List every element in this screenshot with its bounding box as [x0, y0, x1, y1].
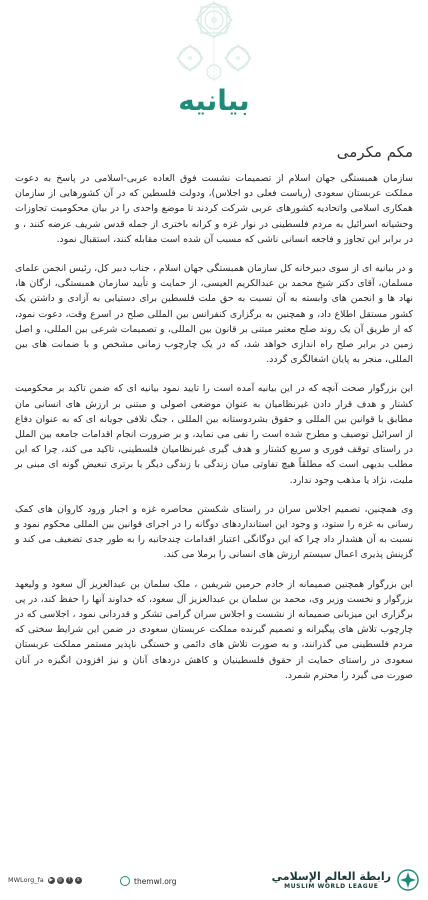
facebook-icon[interactable]: f [66, 877, 73, 884]
x-icon[interactable]: x [75, 877, 82, 884]
org-name-arabic: رابطة العالم الإسلامي [271, 870, 391, 883]
instagram-icon[interactable]: ◎ [58, 876, 63, 883]
letter-body [15, 143, 413, 697]
paragraph-2: و در بیانیه ای از سوی دبیرخانه کل سازمان همبستگی جهان اسلام ، جناب دبیر کل، رئیس انجمن علمای مسلمان، آقای دکتر شیخ محمد بن عبدالکریم العیسی، از حمایت و تأیید سازمان همبستگی، ارگان ها، نهاد ها و انجمن های وابسته به آن نسبت به حق ملت فلسطین برای دستیابی به آزادی و داشتن یک کشور مستقل اطلاع داد، و همچنین به برگزاری کنفرانس بین المللی صلح در اسرع وقت، دعوت نمود، که از طریق آن یک روند صلح معتبر مبتنی بر قانون بین المللی، و تصمیمات شرعی بین المللی، و اصل زمین در برابر صلح راه اندازی خواهد شد، که در یک چارچوب زمانی مشخص و با ضمانت های بین المللی، منجر به پایان اشغالگری گردد. [15, 263, 413, 366]
salutation: مكم مكرمی [336, 143, 413, 161]
decorative-pattern [0, 0, 428, 82]
social-handle[interactable]: MWLorg_fa [8, 876, 44, 884]
globe-icon [120, 876, 130, 886]
page-title: بيانيه [178, 84, 250, 117]
paragraph-5: این بزرگوار همچنین صمیمانه از خادم حرمین شریفین ، ملک سلمان بن عبدالعزیز آل سعود و ولیعهد بزرگوار و نخست وزیر وی، محمد بن سلمان بن عبدالعزیز آل سعود، که خداوند آنها را حفظ کند، در پی برگزاری این میزبانی صمیمانه از نشست و اجلاس سران گرامی تشکر و قدردانی نمود ، اجلاسی که در چارچوب تلاش های پیگیرانه و تصمیم گیرنده مملکت عربستان سعودی در ضمن این شرایط سختی که مردم فلسطینی می گذرانند، و به صورت تلاش های دائمی و خستگی ناپذیر مستمر مملکت عربستان سعودی در راستای حمایت از حقوق فلسطینیان و کاهش دردهای آنان و نیز افزودن انگیزه در آنان صورت می گیرد را محترم شمرد. [15, 578, 413, 681]
website-link[interactable] [120, 876, 177, 886]
website-url[interactable]: themwl.org [134, 876, 177, 886]
social-links [8, 876, 82, 884]
paragraph-1: سازمان همبستگی جهان اسلام از تصمیمات نشست فوق العاده عربی-اسلامی در پاسخ به دعوت مملکت عربستان سعودی (ریاست فعلی دو اجلاس)، ودولت فلسطین که در آن کشورهایی از سازمان همکاری اسلامی واتحادیه کشورهای عربی شرکت کردند تا موضع واحدی را در بیان محکومیت تجاوزات وحشیانه اسرائیل به مردم فلسطینی در نوار غزه و کرانه باختری از جمله قدس شریف عرضه کنند ، و در برابر این تجاوز و فاجعه انسانی ناشی که مسبب آن شده است مقابله کنند، استقبال نمود. [15, 173, 413, 245]
paragraph-3: این بزرگوار صحت آنچه که در این بیانیه آمده است را تایید نمود بیانیه ای که ضمن تاکید بر محکومیت کشتار و هدف قرار دادن غیرنظامیان به عنوان موضعی اصولی و مبتنی بر ارزش های انسانی مان مطابق با قوانین بین المللی و حقوق بشردوستانه بین المللی ، جنگ تلافی جویانه ای که به عنوان دفاع از اسرائیل توصیف و مطرح شده است را نفی می نماید، و بر ضرورت انجام اقدامات جامعه بین الملل در راستای توقف فوری و سریع کشتار و هدف گیری غیرنظامیان فلسطینی، تاکید می کند، چرا که این مطلب بدیهی است که مطلقاً هیچ تفاوتی میان زندگی با زندگی دیگر یا برتری تبعیض گونه ای مبنی بر ملیت، نژاد یا مذهب وجود ندارد. [15, 383, 413, 486]
youtube-icon[interactable]: ▶ [49, 876, 54, 883]
footer [0, 852, 428, 900]
paragraph-4: وی همچنین، تصمیم اجلاس سران در راستای شکستن محاصره غزه و اجبار ورود کاروان های کمک رسانی به غزه را ستود، و وجود این استانداردهای دوگانه را در اجرای قوانین بین المللی محکوم نمود و نسبت به آن هشدار داد چرا که این دوگانگی اعتبار اقدامات چندجانبه را به طور جدی تضعیف می کند و گزینش پذیری اعمال سیستم ارزش های انسانی را برملا می کند. [15, 503, 413, 561]
org-name-english: MUSLIM WORLD LEAGUE [284, 883, 379, 890]
mwl-emblem-icon [396, 868, 420, 892]
organization-logo [272, 868, 420, 892]
